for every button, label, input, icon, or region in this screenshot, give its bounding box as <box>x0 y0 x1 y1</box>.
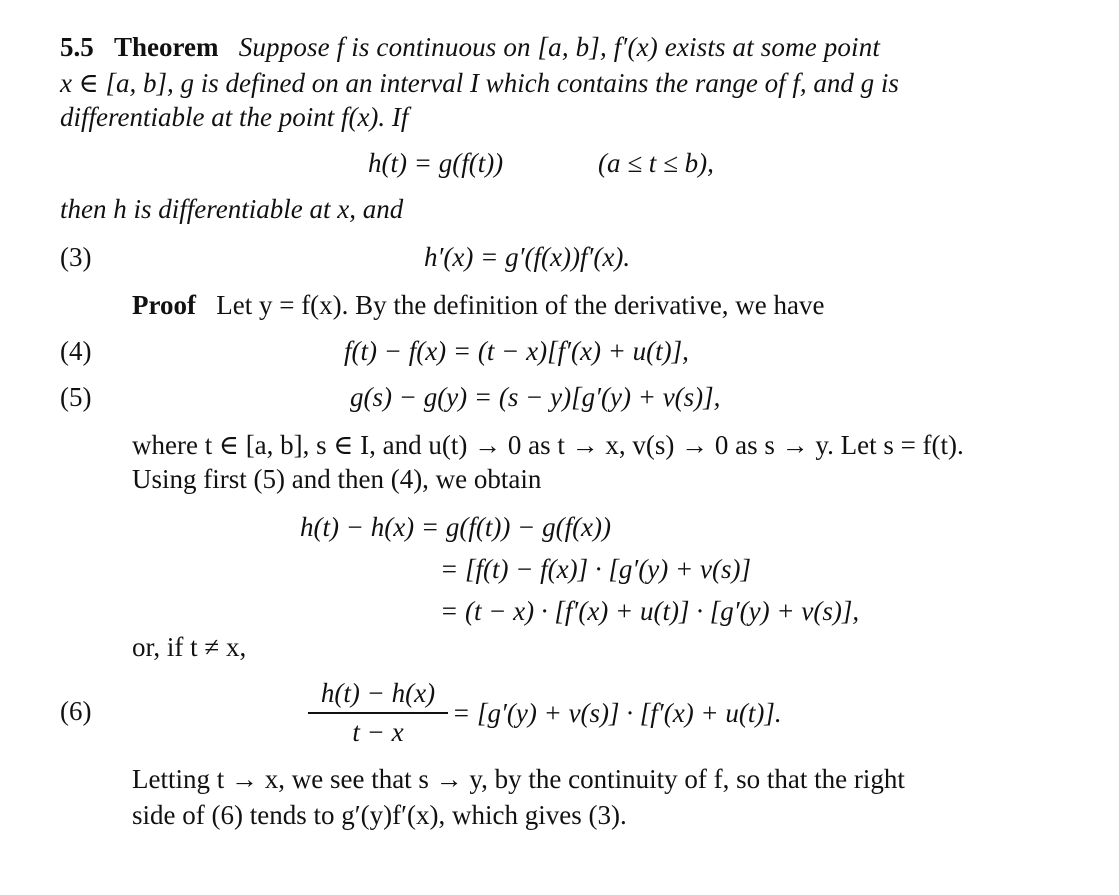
final-line-1: Letting t → x, we see that s → y, by the continuity of f, so that the right <box>132 764 905 794</box>
theorem-line-1: Suppose f is continuous on [a, b], f′(x) exists at some point <box>238 32 880 62</box>
display-range: (a ≤ t ≤ b), <box>598 148 714 178</box>
fraction-bar <box>308 712 448 714</box>
theorem-header <box>60 34 880 61</box>
chain-line-2: = [f(t) − f(x)] · [g′(y) + v(s)] <box>440 554 751 584</box>
eq6-label: (6) <box>60 696 92 726</box>
eq6-denominator: t − x <box>352 717 404 747</box>
eq6-rhs: = [g′(y) + v(s)] · [f′(x) + u(t)]. <box>452 698 782 728</box>
proof-intro-line <box>132 292 825 319</box>
eq3: h′(x) = g′(f(x))f′(x). <box>424 242 631 272</box>
theorem-line-4: then h is differentiable at x, and <box>60 194 404 224</box>
proof-title: Proof <box>132 290 196 320</box>
theorem-number: 5.5 <box>60 32 94 62</box>
eq5: g(s) − g(y) = (s − y)[g′(y) + v(s)], <box>350 382 721 412</box>
chain-line-3: = (t − x) · [f′(x) + u(t)] · [g′(y) + v(s)], <box>440 596 860 626</box>
where-line: where t ∈ [a, b], s ∈ I, and u(t) → 0 as t → x, v(s) → 0 as s → y. Let s = f(t). <box>132 430 964 460</box>
eq4: f(t) − f(x) = (t − x)[f′(x) + u(t)], <box>344 336 689 366</box>
eq6-numerator: h(t) − h(x) <box>320 678 436 708</box>
eq4-label: (4) <box>60 336 92 366</box>
theorem-line-3: differentiable at the point f(x). If <box>60 102 409 132</box>
eq6-fraction <box>308 678 448 748</box>
chain-line-1: h(t) − h(x) = g(f(t)) − g(f(x)) <box>300 512 612 542</box>
theorem-title: Theorem <box>114 32 219 62</box>
eq3-label: (3) <box>60 242 92 272</box>
theorem-line-2: x ∈ [a, b], g is defined on an interval I which contains the range of f, and g is <box>60 68 899 98</box>
eq5-label: (5) <box>60 382 92 412</box>
proof-intro: Let y = f(x). By the definition of the derivative, we have <box>216 290 825 320</box>
using-line: Using first (5) and then (4), we obtain <box>132 464 542 494</box>
final-line-2: side of (6) tends to g′(y)f′(x), which gives (3). <box>132 800 627 830</box>
or-line: or, if t ≠ x, <box>132 632 247 662</box>
display-h-definition: h(t) = g(f(t)) <box>368 148 504 178</box>
